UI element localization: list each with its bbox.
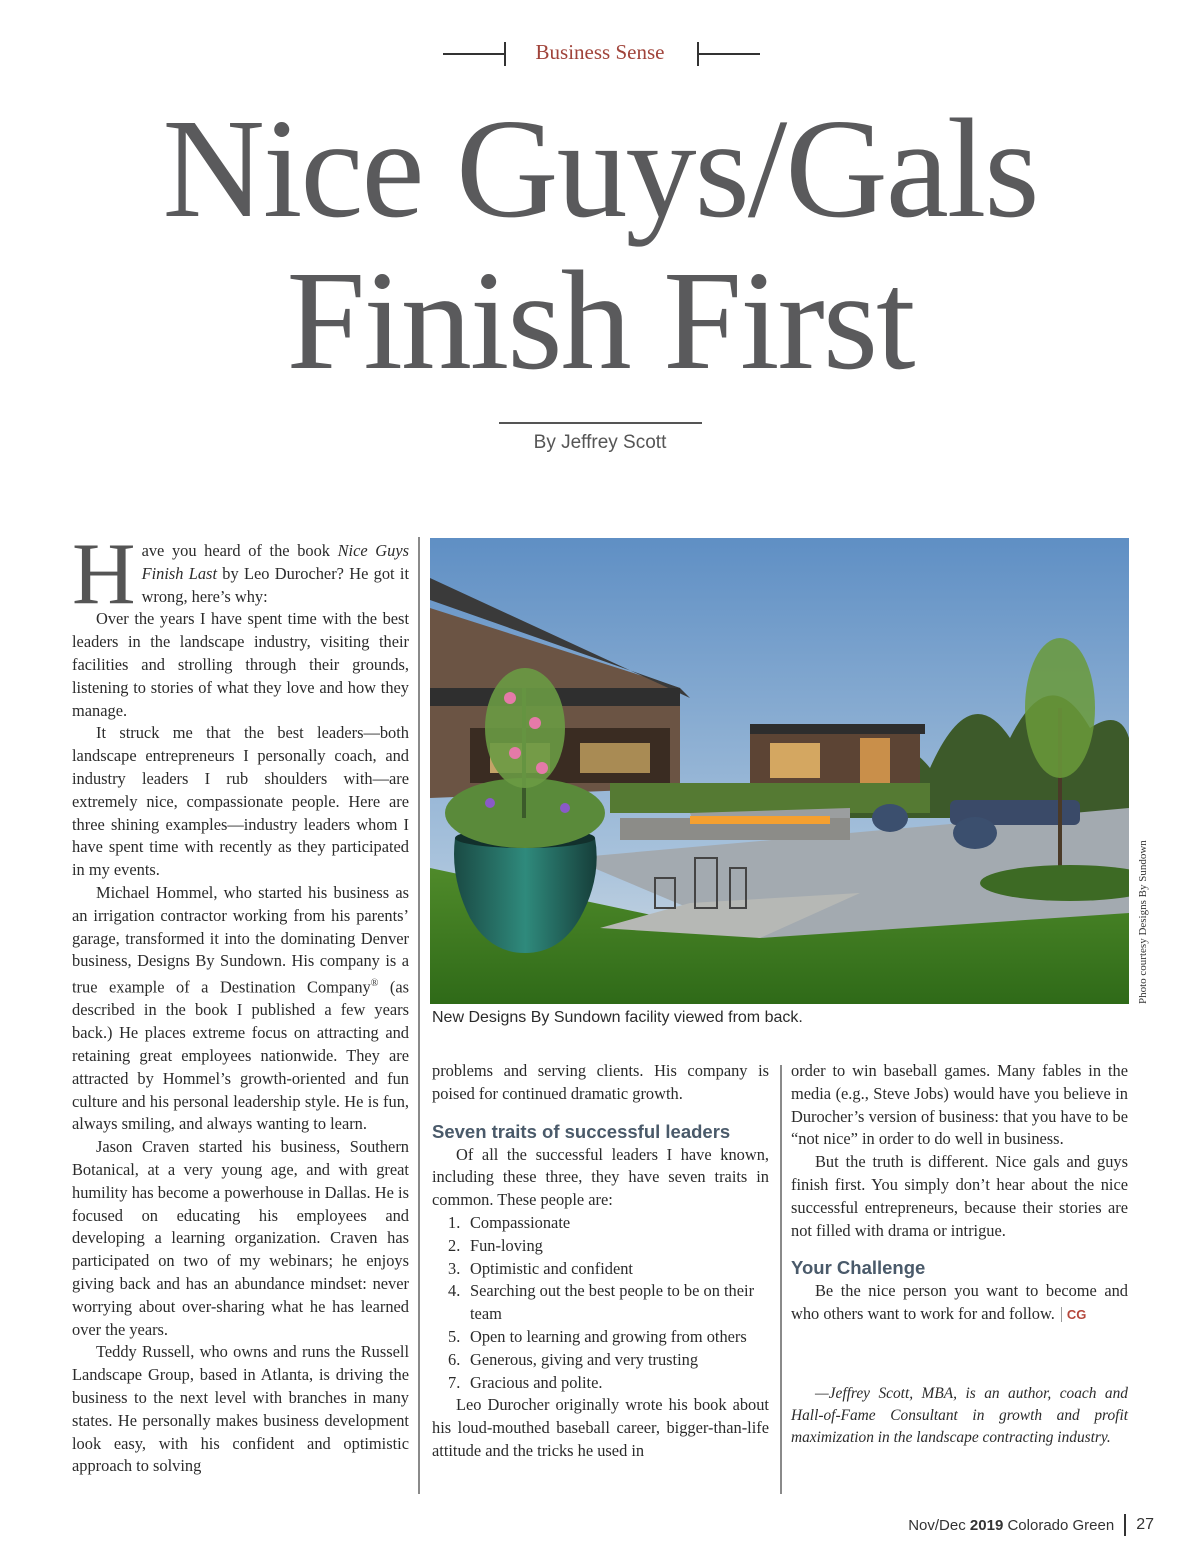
paragraph: Of all the successful leaders I have known, including these three, they have seven traits in common. These people are: xyxy=(432,1144,769,1210)
trait-number: 3. xyxy=(448,1258,461,1278)
paragraph: problems and serving clients. His company is poised for continued dramatic growth. xyxy=(432,1061,769,1103)
photo-caption: New Designs By Sundown facility viewed from back. xyxy=(432,1009,803,1026)
trait-item xyxy=(448,1235,769,1258)
trait-text: Gracious and polite. xyxy=(470,1372,603,1392)
trait-item xyxy=(448,1258,769,1281)
trait-text: Generous, giving and very trusting xyxy=(470,1349,699,1369)
headline-line-1: Nice Guys/Gals xyxy=(162,89,1038,247)
registered-mark: ® xyxy=(370,978,379,990)
paragraph: Be the nice person you want to become and who others want to work for and follow. CG xyxy=(791,1281,1128,1324)
section-label: Business Sense xyxy=(535,40,665,64)
article-column-2 xyxy=(432,1060,769,1463)
subhead-challenge: Your Challenge xyxy=(791,1257,926,1279)
trait-number: 7. xyxy=(448,1372,461,1392)
article-column-3 xyxy=(791,1060,1128,1449)
book-title: Nice Guys Finish Last xyxy=(141,541,409,583)
byline-rule xyxy=(499,422,702,424)
trait-text: Searching out the best people to be on their team xyxy=(470,1281,755,1324)
trait-text: Open to learning and growing from others xyxy=(470,1326,747,1346)
column-divider xyxy=(418,537,420,1494)
headline xyxy=(0,89,1200,399)
trait-item xyxy=(448,1372,769,1395)
paragraph: order to win baseball games. Many fables in the media (e.g., Steve Jobs) would have you believe in Durocher’s version of business: that you have to be “not nice” in order to do well in business. xyxy=(791,1061,1128,1149)
trait-text: Compassionate xyxy=(470,1212,571,1232)
landscape-photo-illustration xyxy=(430,538,1129,1004)
byline: By Jeffrey Scott xyxy=(533,432,667,453)
footer-year: 2019 xyxy=(969,1516,1004,1534)
photo-credit: Photo courtesy Designs By Sundown xyxy=(1137,840,1149,1004)
column-divider xyxy=(780,1065,782,1494)
subhead-traits: Seven traits of successful leaders xyxy=(432,1120,731,1142)
paragraph: But the truth is different. Nice gals and guys finish first. You simply don’t hear about the nice successful entrepreneurs, because their stories are not filled with drama or intrigue. xyxy=(791,1152,1128,1240)
headline-line-2: Finish First xyxy=(286,241,914,399)
trait-number: 1. xyxy=(448,1212,461,1232)
section-header xyxy=(0,38,1200,70)
trait-text: Fun-loving xyxy=(470,1235,543,1255)
author-bio: —Jeffrey Scott, MBA, is an author, coach and Hall-of-Fame Consultant in growth and profit maximization in the landscape contracting industry. xyxy=(791,1384,1128,1446)
intro-paragraph: Have you heard of the book Nice Guys Finish Last by Leo Durocher? He got it wrong, here’s why: xyxy=(72,526,409,623)
footer-divider xyxy=(1124,1514,1126,1536)
page-footer xyxy=(908,1514,1154,1536)
page-number: 27 xyxy=(1136,1516,1154,1533)
trait-number: 5. xyxy=(448,1326,461,1346)
paragraph: Michael Hommel, who started his business as an irrigation contractor working from his parents’ garage, transformed it into the dominating Denver business, Designs By Sundown. His company is a true example of a Destination Company® (as described in the book I published a few years back.) He places extreme focus on attracting and retaining great employees nationwide. They are attracted by Hommel’s growth-oriented and fun culture and his personal leadership style. He is fun, always smiling, and always wanting to learn. xyxy=(72,882,409,1134)
drop-cap: H xyxy=(72,526,136,623)
footer-issue: Nov/Dec xyxy=(908,1516,966,1534)
footer-magazine: Colorado Green xyxy=(1007,1516,1115,1534)
paragraph: Over the years I have spent time with the best leaders in the landscape industry, visiting their facilities and strolling through their grounds, listening to stories of what they love and how they manage. xyxy=(72,609,409,720)
trait-number: 2. xyxy=(448,1235,461,1255)
feature-photo xyxy=(430,538,1129,1004)
article-column-1 xyxy=(72,526,409,1478)
trait-item xyxy=(448,1280,769,1326)
paragraph: Leo Durocher originally wrote his book about his loud-mouthed baseball career, bigger-than-life attitude and the tricks he used in xyxy=(432,1395,769,1460)
trait-item xyxy=(448,1212,769,1235)
end-mark-cg: CG xyxy=(1061,1307,1087,1322)
trait-item xyxy=(448,1349,769,1372)
section-rule-right xyxy=(697,53,760,55)
paragraph: Jason Craven started his business, Southern Botanical, at a very young age, and with great humility has become a powerhouse in Dallas. He is focused on educating his employees and developing a learning organization. Craven has participated on two of my webinars; he enjoys giving back and has an abundance mindset: never worrying about over-sharing what he has learned over the years. xyxy=(72,1137,409,1339)
paragraph: Teddy Russell, who owns and runs the Russell Landscape Group, based in Atlanta, is driving the business to the next level with branches in many states. He personally makes business development look easy, with his confident and optimistic approach to solving xyxy=(72,1342,409,1476)
trait-number: 4. xyxy=(448,1281,461,1301)
trait-number: 6. xyxy=(448,1349,461,1369)
trait-text: Optimistic and confident xyxy=(470,1258,633,1278)
paragraph: It struck me that the best leaders—both landscape entrepreneurs I personally coach, and industry leaders I rub shoulders with—are extremely nice, compassionate people. Here are three shining examples—industry leaders whom I have spent time with recently as they participated in my events. xyxy=(72,723,409,880)
traits-list xyxy=(448,1212,769,1394)
trait-item xyxy=(448,1326,769,1349)
